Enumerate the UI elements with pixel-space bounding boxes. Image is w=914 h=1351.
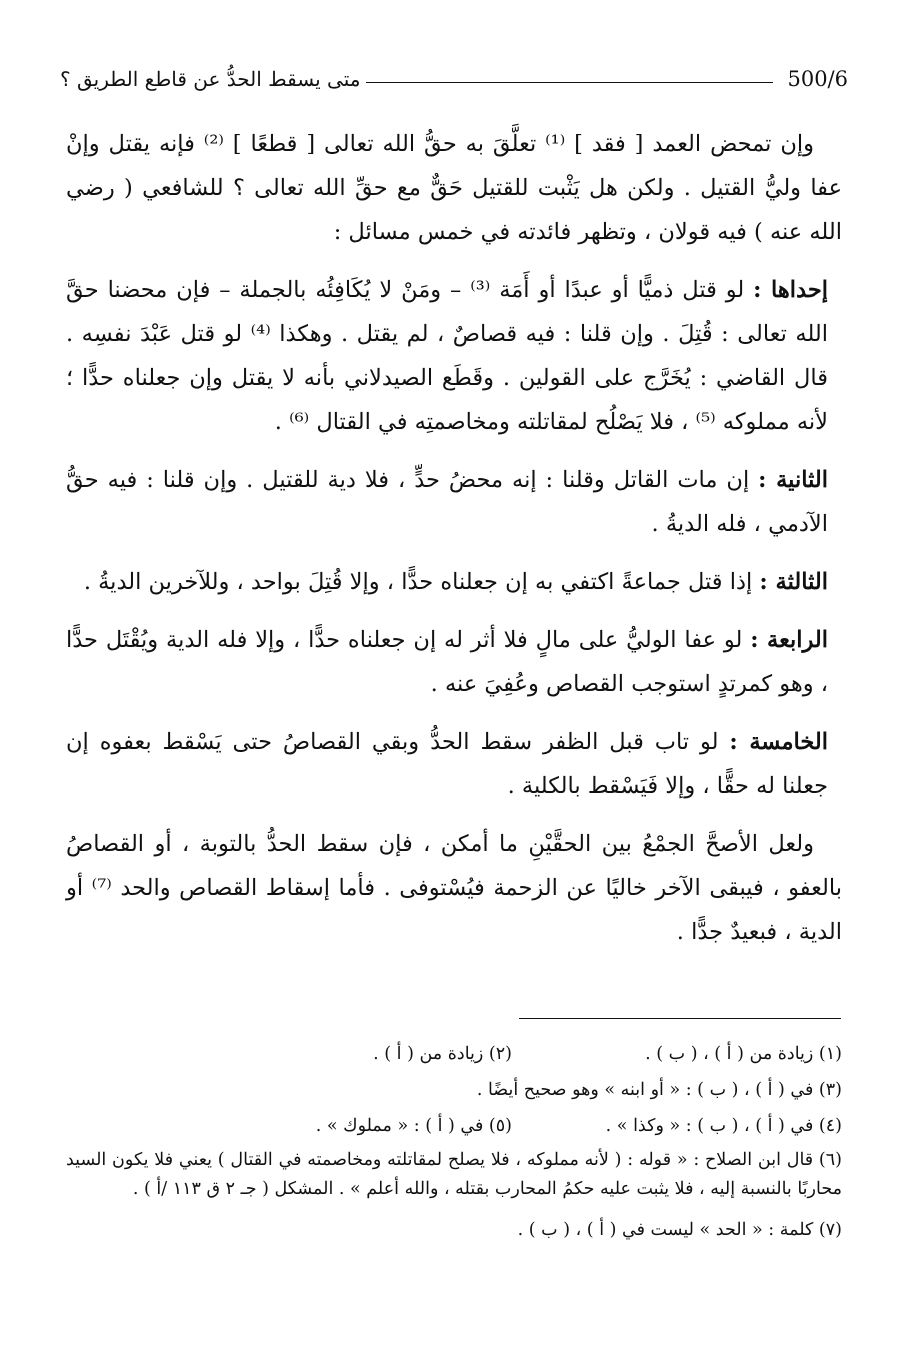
issue-3-paragraph (66, 560, 842, 604)
footnote-1: (١) زيادة من ( أ ) ، ( ب ) . (645, 1044, 842, 1064)
header-rule (366, 82, 773, 83)
issue-2-lead: الثانية : (758, 467, 828, 493)
issue-5-paragraph (66, 720, 842, 808)
issue-4-lead: الرابعة : (750, 627, 829, 653)
footnote-separator (519, 1018, 841, 1019)
footnote-5: (٥) في ( أ ) : « مملوك » . (315, 1116, 512, 1136)
issue-2-paragraph (66, 458, 842, 546)
conclusion-paragraph: ولعل الأصحَّ الجمْعُ بين الحقَّيْنِ ما أمكن ، فإن سقط الحدُّ بالتوبة ، أو القصاصُ بالعفو ، فيبقى الآخر خاليًا عن الزحمة فيُسْتوفى . فأما إسقاط القصاص والحد ⁽⁷⁾ أو الدية ، فبعيدٌ جدًّا . (66, 831, 842, 945)
issue-4-paragraph (66, 618, 842, 706)
issue-1-text: لو قتل ذميًّا أو عبدًا أو أَمَة ⁽³⁾ – ومَنْ لا يُكَافِئُه بالجملة – فإن محضنا حقَّ الله تعالى : قُتِلَ . وإن قلنا : فيه قصاصٌ ، لم يقتل . وهكذا ⁽⁴⁾ لو قتل عَبْدَ نفسِه . قال القاضي : يُخَرَّج على القولين . وقَطَع الصيدلاني بأنه لا يقتل وإن جعلناه حدًّا ؛ لأنه مملوكه ⁽⁵⁾ ، فلا يَصْلُح لمقاتلته ومخاصمتِه في القتال ⁽⁶⁾ . (66, 277, 828, 435)
issue-1-lead: إحداها : (753, 277, 829, 303)
footnote-2: (٢) زيادة من ( أ ) . (373, 1044, 512, 1064)
issue-3-text: إذا قتل جماعةً اكتفي به إن جعلناه حدًّا ، وإلا قُتِلَ بواحد ، وللآخرين الديةُ . (83, 569, 753, 595)
running-title: متى يسقط الحدُّ عن قاطع الطريق ؟ (60, 67, 361, 91)
issue-4-text: لو عفا الوليُّ على مالٍ فلا أثر له إن جعلناه حدًّا ، وإلا فله الدية ويُقْتَل حدًّا ، وهو كمرتدٍ استوجب القصاص وعُفِيَ عنه . (66, 627, 828, 697)
issue-5-lead: الخامسة : (729, 729, 829, 755)
footnote-3: (٣) في ( أ ) ، ( ب ) : « أو ابنه » وهو صحيح أيضًا . (476, 1080, 842, 1100)
footnote-row-4-5 (66, 1108, 842, 1144)
footnote-row-7 (66, 1212, 842, 1248)
issue-3-lead: الثالثة : (759, 569, 828, 595)
footnote-row-1-2 (66, 1036, 842, 1072)
main-text (66, 122, 842, 968)
page-number: 500/6 (787, 67, 848, 91)
footnote-7: (٧) كلمة : « الحد » ليست في ( أ ) ، ( ب ) . (517, 1220, 842, 1240)
footnotes (66, 1036, 842, 1248)
intro-paragraph: وإن تمحض العمد [ فقد ] ⁽¹⁾ تعلَّقَ به حقُّ الله تعالى [ قطعًا ] ⁽²⁾ فإنه يقتل وإنْ عفا وليُّ القتيل . ولكن هل يَثْبت للقتيل حَقٌّ مع حقِّ الله تعالى ؟ للشافعي ( رضي الله عنه ) فيه قولان ، وتظهر فائدته في خمس مسائل : (66, 131, 842, 245)
issue-5-text: لو تاب قبل الظفر سقط الحدُّ وبقي القصاصُ حتى يَسْقط بعفوه إن جعلنا له حقًّا ، وإلا فَيَسْقط بالكلية . (66, 729, 828, 799)
footnote-4: (٤) في ( أ ) ، ( ب ) : « وكذا » . (605, 1116, 842, 1136)
issue-1-paragraph (66, 268, 842, 444)
page-header (60, 62, 848, 96)
footnote-row-3 (66, 1072, 842, 1108)
footnote-6: (٦) قال ابن الصلاح : « قوله : ( لأنه مملوكه ، فلا يصلح لمقاتلته ومخاصمته في القتال ) يعني فلا يكون السيد محاربًا بالنسبة إليه ، فلا يثبت عليه حكمُ المحارب بقتله ، والله أعلم » . المشكل ( جـ ٢ ق ١١٣ /أ ) . (66, 1150, 842, 1199)
issue-2-text: إن مات القاتل وقلنا : إنه محضُ حدٍّ ، فلا دية للقتيل . وإن قلنا : فيه حقُّ الآدمي ، فله الديةُ . (66, 467, 828, 537)
